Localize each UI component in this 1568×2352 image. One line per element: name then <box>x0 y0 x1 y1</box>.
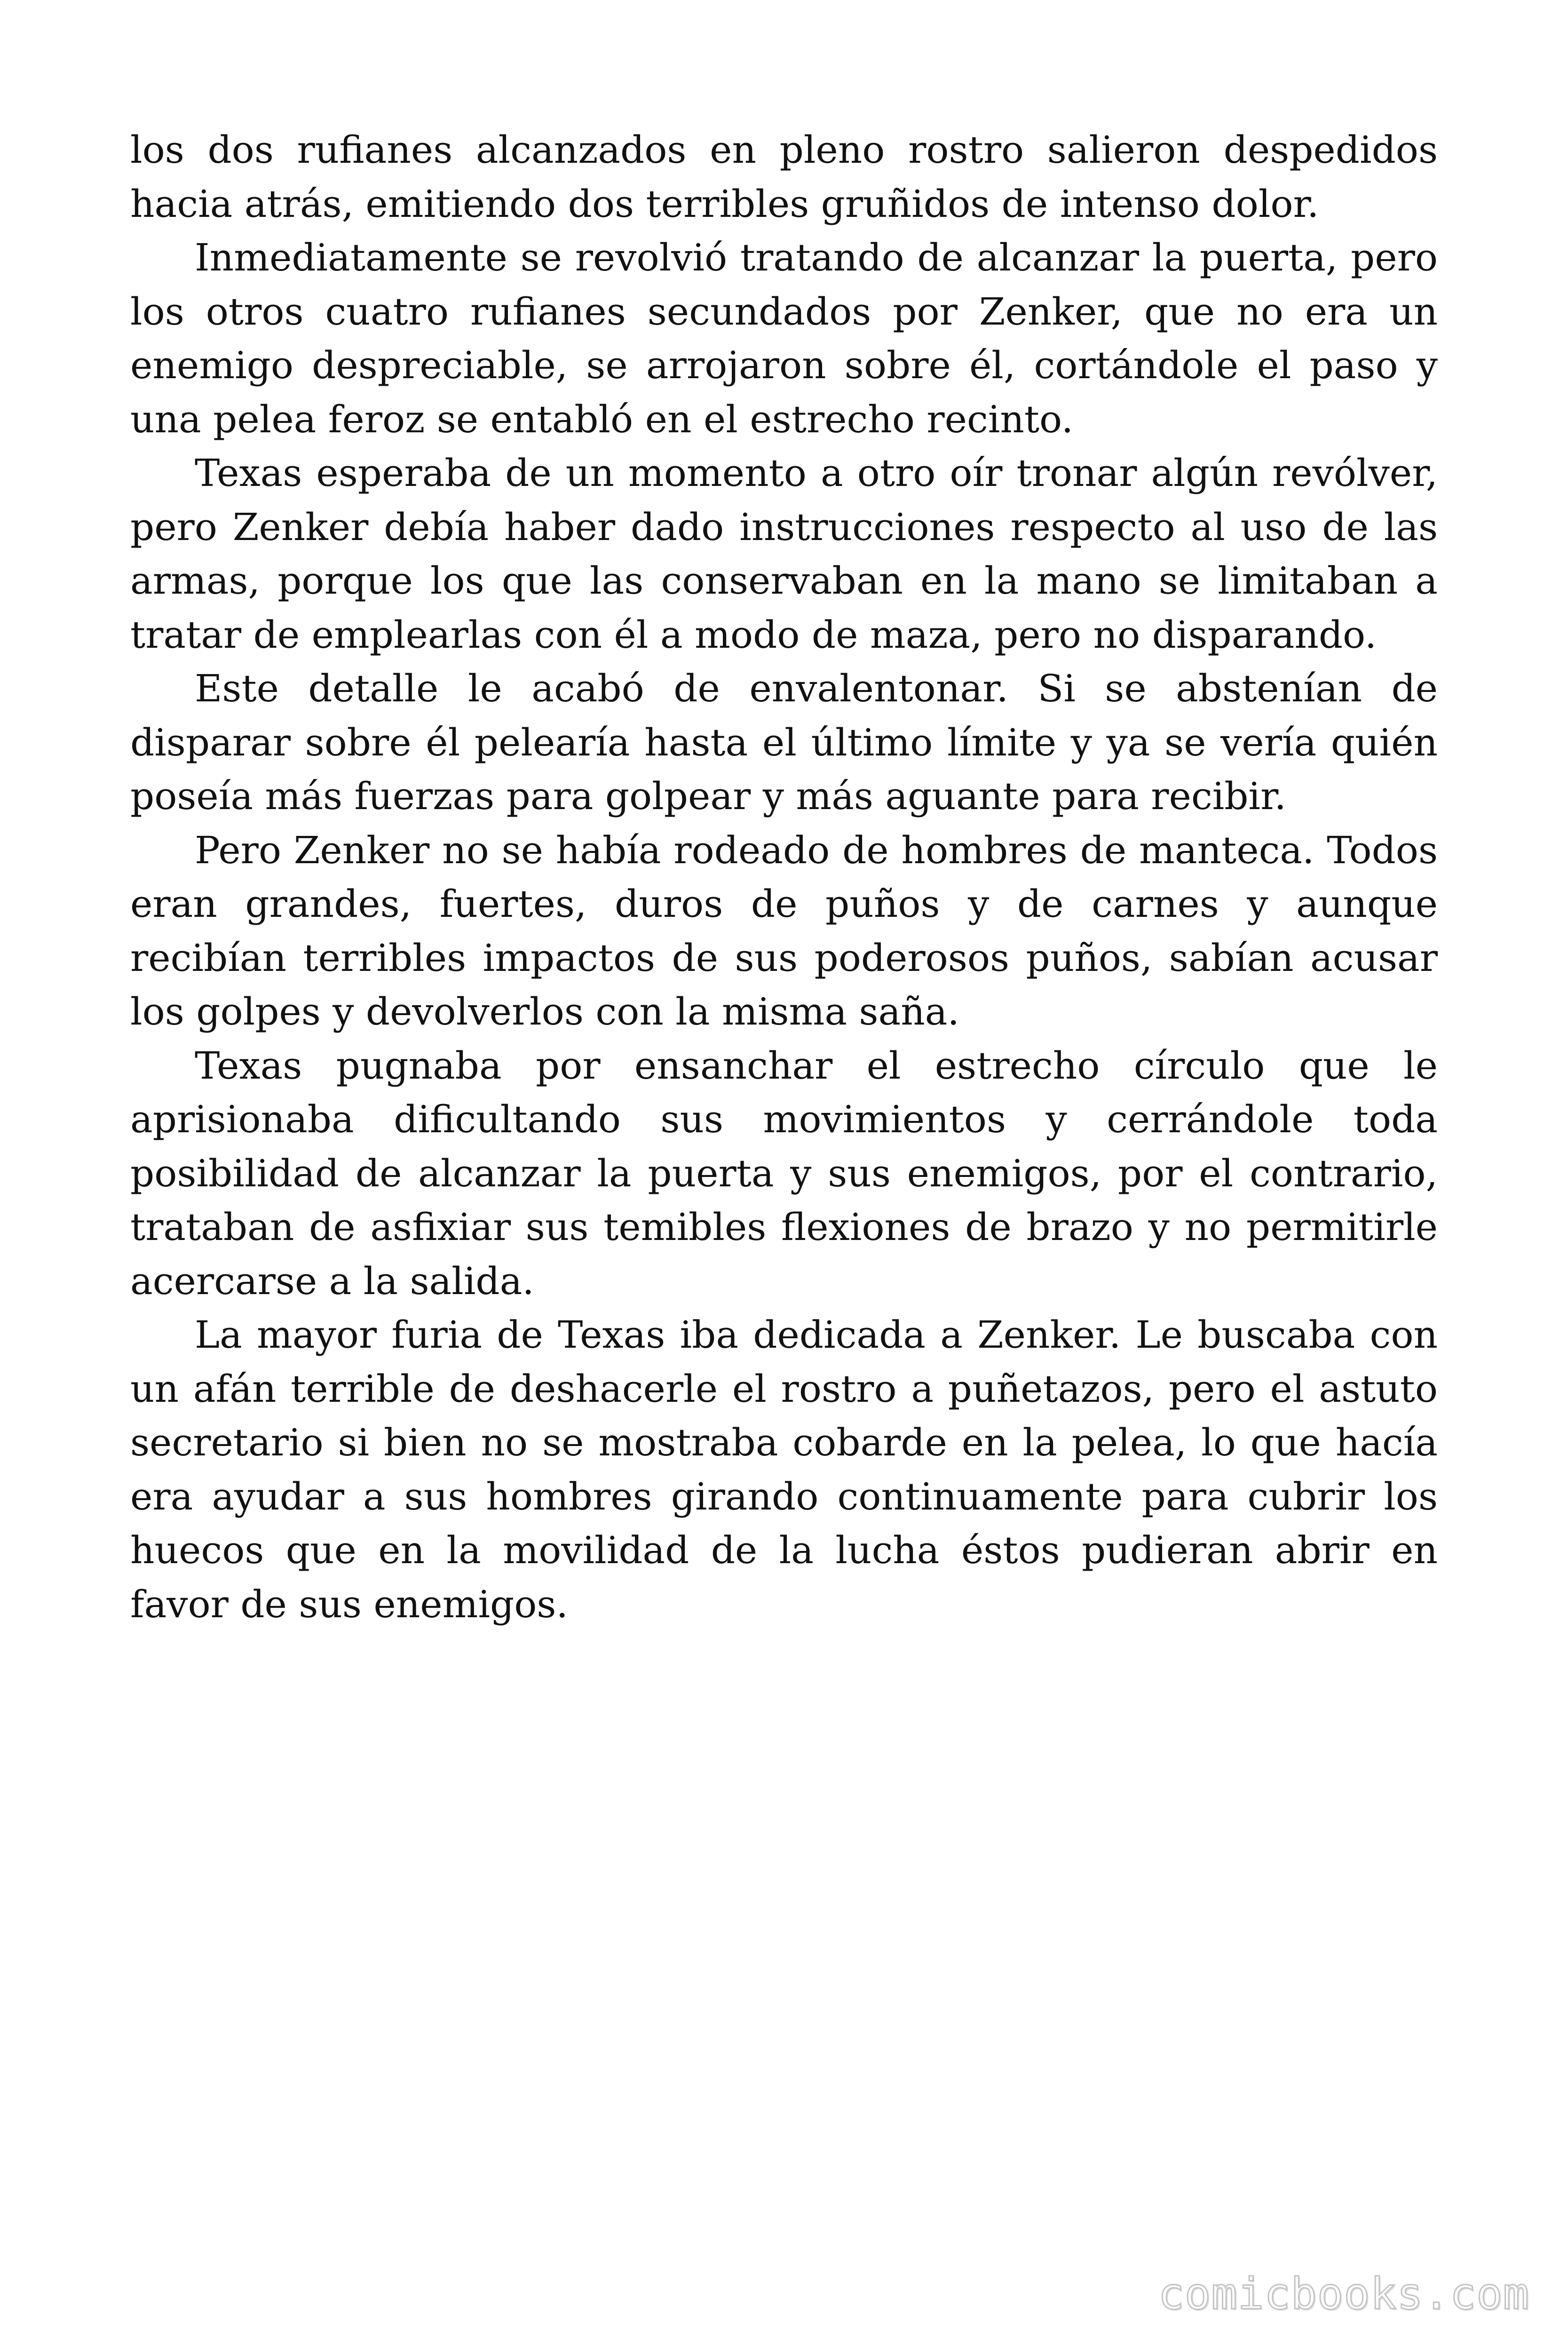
paragraph: Texas pugnaba por ensanchar el estrecho círculo que le aprisionaba dificultando sus movimientos y cerrándole toda posibilidad de alcanzar la puerta y sus enemigos, por el contrario, trataban de asfixiar sus temibles flexiones de brazo y no permitirle acercarse a la salida. <box>130 1043 1438 1303</box>
paragraph: los dos rufianes alcanzados en pleno rostro salieron despedidos hacia atrás, emitiendo dos terribles gruñidos de intenso dolor. <box>130 128 1438 226</box>
paragraph: Pero Zenker no se había rodeado de hombres de manteca. Todos eran grandes, fuertes, duros de puños y de carnes y aunque recibían terribles impactos de sus poderosos puños, sabían acusar los golpes y devolverlos con la misma saña. <box>130 828 1438 1033</box>
paragraph: Este detalle le acabó de envalentonar. Si se abstenían de disparar sobre él pelearía hasta el último límite y ya se vería quién poseía más fuerzas para golpear y más aguante para recibir. <box>130 667 1438 818</box>
page-text <box>130 123 1438 1631</box>
watermark: comicbooks.com <box>1158 2269 1529 2319</box>
paragraph: Texas esperaba de un momento a otro oír tronar algún revólver, pero Zenker debía haber dado instrucciones respecto al uso de las armas, porque los que las conservaban en la mano se limitaban a tratar de emplearlas con él a modo de maza, pero no disparando. <box>130 451 1438 657</box>
paragraph: La mayor furia de Texas iba dedicada a Zenker. Le buscaba con un afán terrible de deshacerle el rostro a puñetazos, pero el astuto secretario si bien no se mostraba cobarde en la pelea, lo que hacía era ayudar a sus hombres girando continuamente para cubrir los huecos que en la movilidad de la lucha éstos pudieran abrir en favor de sus enemigos. <box>130 1313 1438 1626</box>
paragraph: Inmediatamente se revolvió tratando de alcanzar la puerta, pero los otros cuatro rufianes secundados por Zenker, que no era un enemigo despreciable, se arrojaron sobre él, cortándole el paso y una pelea feroz se entabló en el estrecho recinto. <box>130 236 1438 441</box>
